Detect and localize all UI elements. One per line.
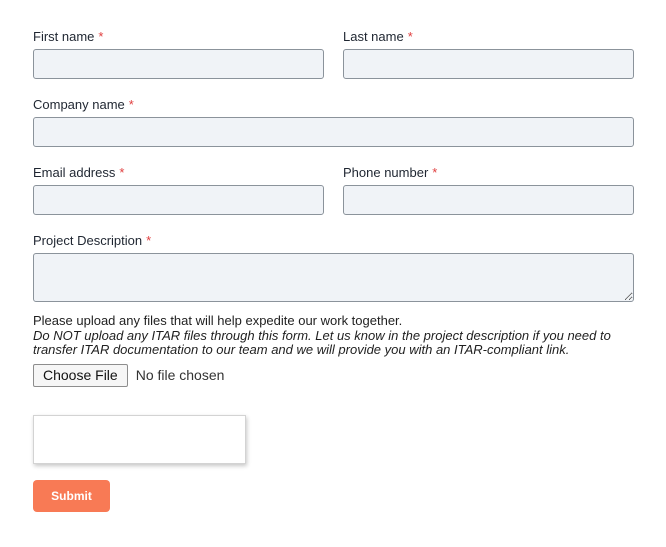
required-asterisk: * (128, 97, 134, 112)
field-project-description (33, 233, 634, 302)
company-name-label-text: Company name (33, 97, 125, 112)
phone-number-label-text: Phone number (343, 165, 429, 180)
last-name-input[interactable] (343, 49, 634, 79)
required-asterisk: * (119, 165, 125, 180)
choose-file-button[interactable]: Choose File (33, 364, 128, 387)
required-asterisk: * (432, 165, 438, 180)
project-description-textarea[interactable] (33, 253, 634, 302)
field-email-address (33, 165, 324, 215)
last-name-label-text: Last name (343, 29, 404, 44)
contact-row (33, 165, 634, 233)
captcha-placeholder-box[interactable] (33, 415, 246, 464)
email-address-input[interactable] (33, 185, 324, 215)
upload-instruction-text: Please upload any files that will help expedite our work together. (33, 313, 403, 328)
itar-warning-text: Do NOT upload any ITAR files through this form. Let us know in the project description if you need to transfer ITAR documentation to our team and we will provide you with an ITAR-compliant link. (33, 327, 611, 357)
file-chosen-status: No file chosen (135, 367, 225, 383)
phone-number-input[interactable] (343, 185, 634, 215)
required-asterisk: * (407, 29, 413, 44)
company-name-input[interactable] (33, 117, 634, 147)
email-address-label-text: Email address (33, 165, 116, 180)
field-phone-number (343, 165, 634, 215)
email-address-label (33, 165, 324, 181)
contact-form (33, 0, 634, 512)
field-company-name (33, 97, 634, 147)
required-asterisk: * (146, 233, 152, 248)
last-name-label (343, 29, 634, 45)
file-upload-control (33, 364, 634, 387)
required-asterisk: * (98, 29, 104, 44)
field-last-name (343, 29, 634, 79)
field-first-name (33, 29, 324, 79)
project-description-label (33, 233, 634, 249)
name-row (33, 29, 634, 97)
first-name-label (33, 29, 324, 45)
phone-number-label (343, 165, 634, 181)
company-name-label (33, 97, 634, 113)
first-name-input[interactable] (33, 49, 324, 79)
project-description-label-text: Project Description (33, 233, 143, 248)
first-name-label-text: First name (33, 29, 95, 44)
submit-button[interactable]: Submit (33, 480, 110, 512)
upload-instructions (33, 314, 634, 358)
